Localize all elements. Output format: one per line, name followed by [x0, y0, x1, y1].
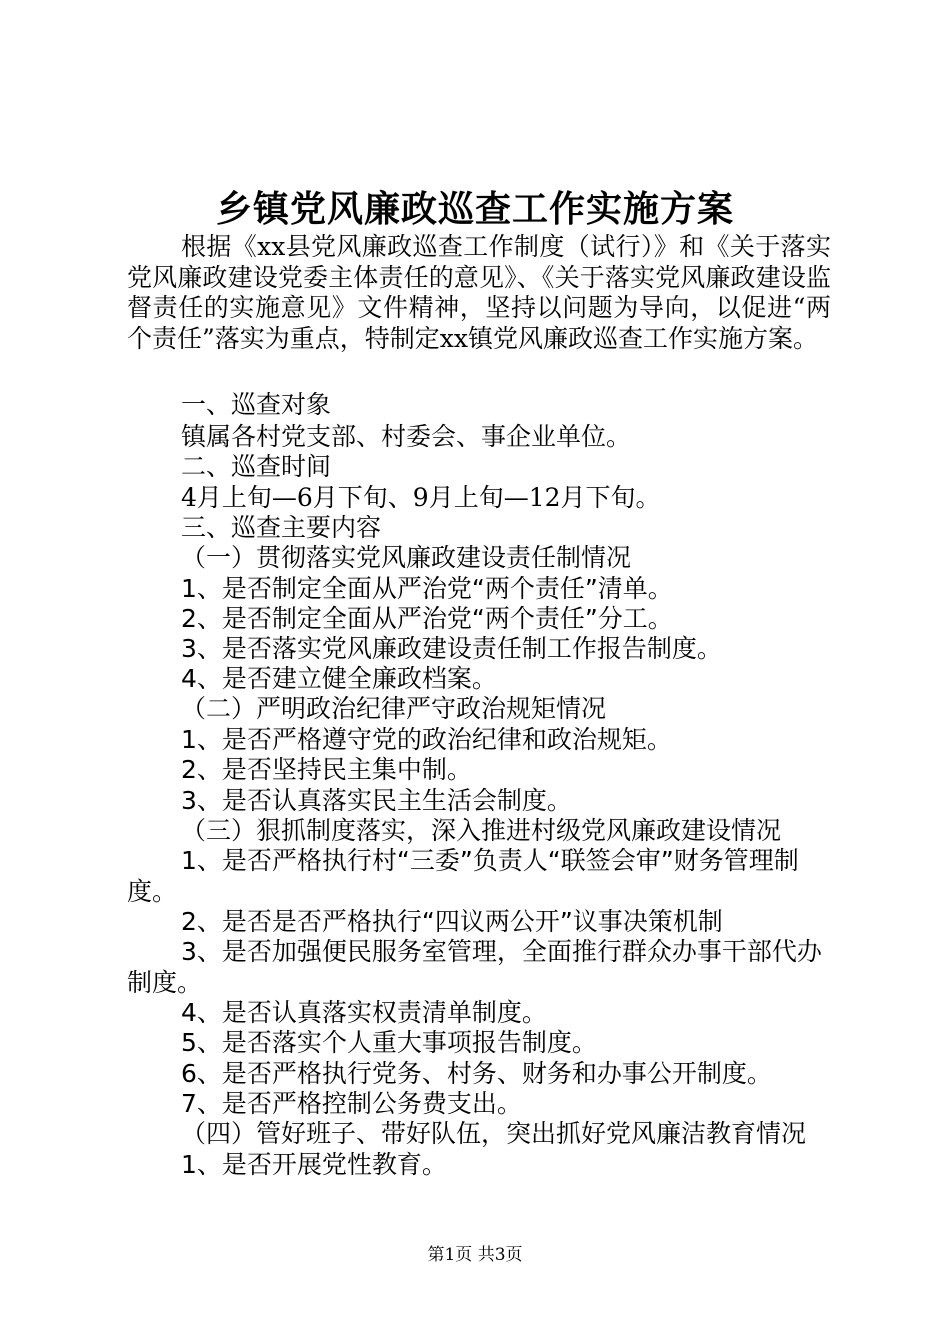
section-body-targets: 镇属各村党支部、村委会、事企业单位。: [181, 422, 632, 451]
list-item: 3、是否加强便民服务室管理，全面推行群众办事干部代办制度。: [127, 937, 822, 997]
section-body-time: 4月上旬—6月下旬、9月上旬—12月下旬。: [181, 483, 661, 512]
section-heading-content: 三、巡查主要内容: [181, 513, 382, 542]
intro-paragraph: 根据《xx县党风廉政巡查工作制度（试行）》和《关于落实党风廉政建设党委主体责任的意见》、《关于落实党风廉政建设监督责任的实施意见》文件精神，坚持以问题为导向，以促进“两个责任”落实为重点，特制定xx镇党风廉政巡查工作实施方案。: [127, 232, 831, 353]
subsection-heading-3: （三）狠抓制度落实，深入推进村级党风廉政建设情况: [181, 816, 782, 845]
list-item: 4、是否建立健全廉政档案。: [181, 664, 497, 693]
list-item: 2、是否是否严格执行“四议两公开”议事决策机制: [181, 907, 723, 936]
list-item: 1、是否开展党性教育。: [181, 1150, 447, 1179]
section-heading-time: 二、巡查时间: [181, 452, 332, 481]
subsection-heading-2: （二）严明政治纪律严守政治规矩情况: [181, 694, 607, 723]
subsection-heading-4: （四）管好班子、带好队伍，突出抓好党风廉洁教育情况: [181, 1119, 807, 1148]
subsection-heading-1: （一）贯彻落实党风廉政建设责任制情况: [181, 543, 632, 572]
list-item: 7、是否严格控制公务费支出。: [181, 1089, 522, 1118]
list-item: 4、是否认真落实权责清单制度。: [181, 998, 547, 1027]
list-item: 3、是否落实党风廉政建设责任制工作报告制度。: [181, 634, 722, 663]
section-heading-targets: 一、巡查对象: [181, 390, 332, 419]
page-number-footer: 第1页 共3页: [427, 1245, 523, 1265]
document-title: 乡镇党风廉政巡查工作实施方案: [215, 188, 734, 230]
list-item: 1、是否制定全面从严治党“两个责任”清单。: [181, 574, 673, 603]
list-item: 2、是否坚持民主集中制。: [181, 755, 472, 784]
list-item: 5、是否落实个人重大事项报告制度。: [181, 1028, 597, 1057]
list-item: 1、是否严格遵守党的政治纪律和政治规矩。: [181, 725, 672, 754]
list-item: 3、是否认真落实民主生活会制度。: [181, 786, 572, 815]
list-item: 1、是否严格执行村“三委”负责人“联签会审”财务管理制度。: [127, 846, 799, 906]
list-item: 6、是否严格执行党务、村务、财务和办事公开制度。: [181, 1059, 772, 1088]
list-item: 2、是否制定全面从严治党“两个责任”分工。: [181, 604, 673, 633]
